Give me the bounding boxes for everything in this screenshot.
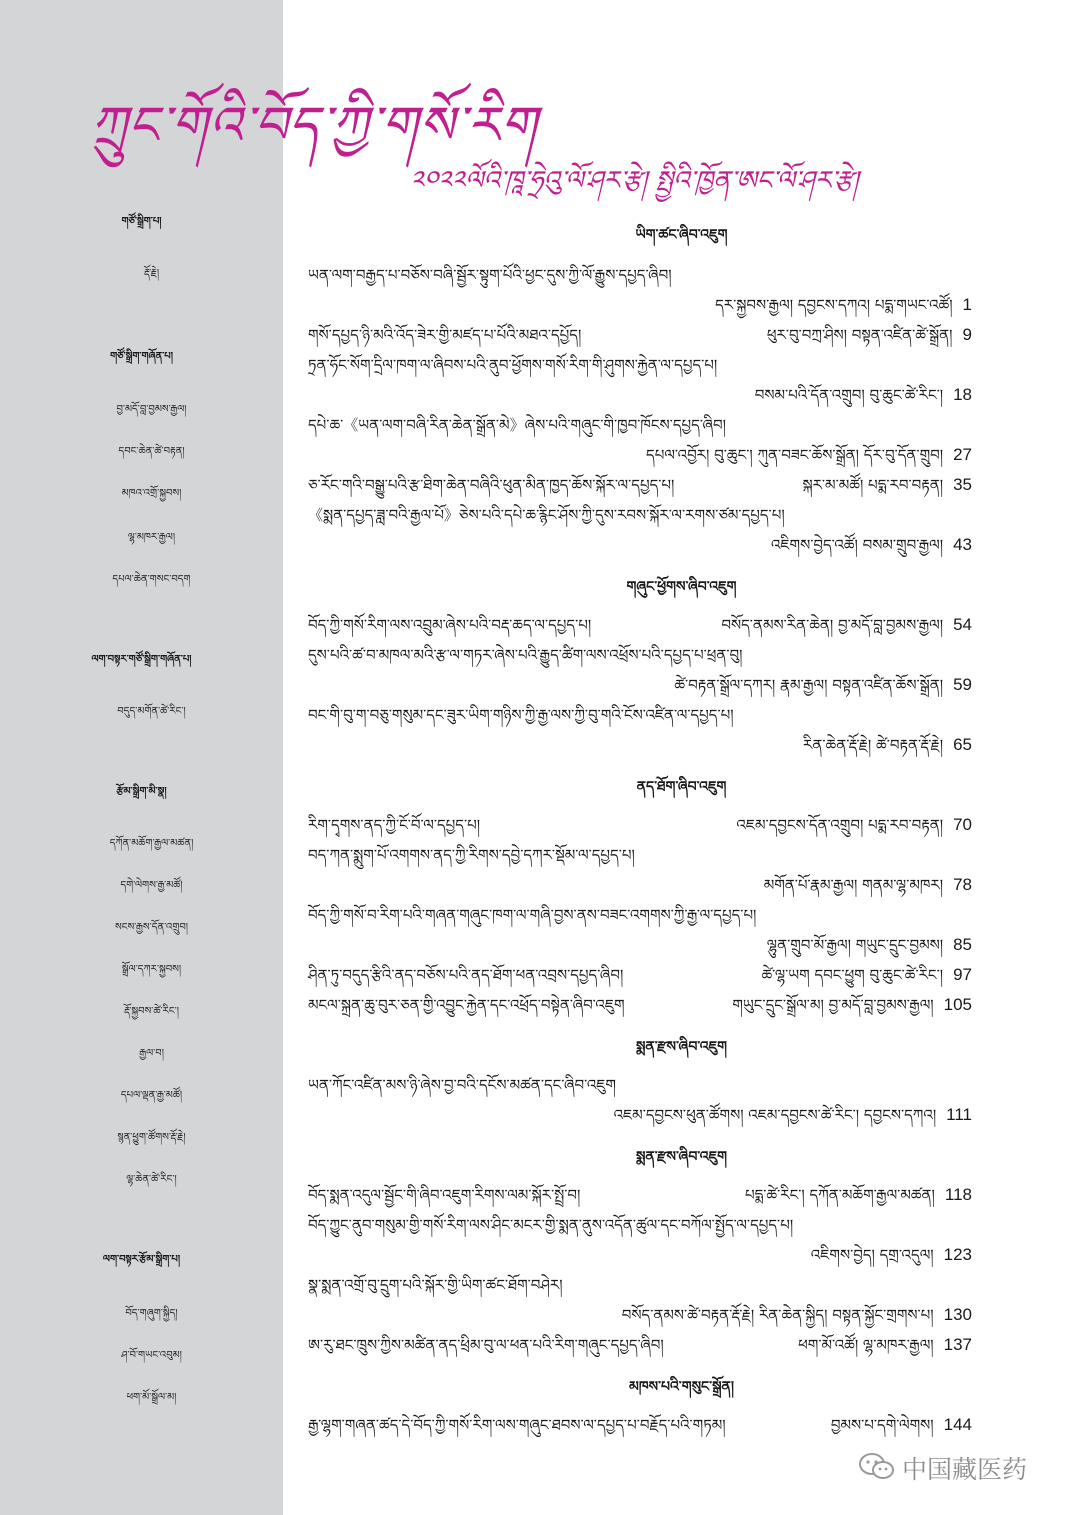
toc-entry-authors: འཇིགས་བྱེད། དགྲ་འདུལ། bbox=[810, 1246, 934, 1264]
toc-entry-page: 35 bbox=[953, 475, 972, 494]
toc-entry bbox=[308, 1206, 972, 1236]
toc-entry bbox=[308, 436, 972, 466]
toc-entry-title: ཨ་རུ་ཐང་ཁྲུས་ཀྱིས་མཚིན་ནད་ཕྲིམ་བུ་ལ་ཕན་པའི་རིག་གཞུང་དཔྱད་ཞིབ། bbox=[308, 1336, 664, 1354]
toc-entry-authors: ཕག་མོ་འཚོ། ལྷ་མཁར་རྒྱལ། bbox=[798, 1336, 934, 1354]
toc-entry bbox=[308, 1176, 972, 1206]
toc-entry-page: 130 bbox=[943, 1305, 972, 1324]
sidebar-name: ཤ་བོ་གཡང་འབུམ། bbox=[121, 1350, 182, 1361]
toc-entry-page: 18 bbox=[953, 385, 972, 404]
sidebar-name: དཔལ་ཆེན་གསང་བདག bbox=[112, 574, 191, 585]
toc-entry bbox=[308, 1266, 972, 1296]
toc-entry-authors: རིན་ཆེན་རྡོ་རྗེ། ཚེ་བརྟན་རྡོ་རྗེ། bbox=[803, 736, 944, 754]
sidebar-name: མཁའ་འགྲོ་སྐྱབས། bbox=[121, 488, 182, 499]
toc-category-heading: གཞུང་ཕྱོགས་ཞིབ་འཇུག bbox=[626, 579, 737, 595]
sidebar-name: རྡོ་རྗེ། bbox=[143, 268, 160, 279]
sidebar-section-title: གཙོ་སྒྲིག་གཞོན་པ། bbox=[110, 351, 173, 362]
toc-entry-authors: བསོད་ནམས་ཚེ་བརྟན་རྡོ་རྗེ། རིན་ཆེན་སྐྱིད། བསྟན་སྐྱོང་གྲགས་པ། bbox=[621, 1306, 934, 1324]
toc-entry-authors: པདྨ་ཚེ་རིང་། དཀོན་མཆོག་རྒྱལ་མཚན། bbox=[744, 1186, 935, 1204]
toc-entry-page: 27 bbox=[953, 445, 972, 464]
toc-entry-title: ཅ་རོང་གའི་བསྒྱུ་པའི་རྩ་ཐིག་ཆེན་བཞིའི་ཕུན་མིན་ཁྱད་ཆོས་སྐོར་ལ་དཔྱད་པ། bbox=[308, 476, 675, 494]
toc-category-heading: ནད་ཐོག་ཞིབ་འཇུག bbox=[636, 779, 727, 795]
sidebar-section-title: རྩོམ་སྒྲིག་མི་སྣ། bbox=[116, 786, 167, 797]
toc-entry-title: ཤིན་ཏུ་བདུད་རྩིའི་ནད་བཅོས་པའི་ནད་ཐོག་ཕན་འབྲས་དཔྱད་ཞིབ། bbox=[308, 966, 624, 984]
sidebar-section-title: ལག་བསྟར་རྩོམ་སྒྲིག་པ། bbox=[102, 1254, 181, 1265]
toc-entry-title: བོད་ཀྱུང་ནུབ་གསུམ་གྱི་གསོ་རིག་ལས་ཤིང་མངར་གྱི་སྨན་ནུས་འདོན་ཚུལ་དང་བཀོལ་སྤྱོད་ལ་དཔྱད་པ། bbox=[308, 1216, 794, 1234]
sidebar-name: ལྷ་ཆེན་ཚེ་རིང་། bbox=[126, 1174, 177, 1185]
sidebar-name: བྱ་མདོ་བླ་བྱམས་རྒྱལ། bbox=[116, 404, 187, 415]
editorial-sidebar bbox=[0, 0, 283, 1515]
toc-entry bbox=[308, 926, 972, 956]
toc-entry-title: གསོ་དཔྱད་ཉི་མའི་འོད་ཟེར་གྱི་མཛད་པ་པོའི་མཐའ་དཔྱོད། bbox=[308, 326, 582, 344]
toc-entry bbox=[308, 1406, 972, 1436]
toc-entry bbox=[308, 896, 972, 926]
toc-entry-authors: བསམ་པའི་དོན་འགྲུབ། བུ་ཆུང་ཚེ་རིང་། bbox=[754, 386, 944, 404]
toc-entry-title: བང་གི་བུ་ག་བཅུ་གསུམ་དང་ཟུར་ཡིག་གཉིས་ཀྱི་རྒྱ་ལས་ཀྱི་བུ་གའི་ངོས་འཛིན་ལ་དཔྱད་པ། bbox=[308, 706, 734, 724]
toc-entry bbox=[308, 986, 972, 1016]
toc-category-heading: མཁས་པའི་གསུང་སྒྲོན། bbox=[629, 1379, 734, 1395]
toc-entry-authors: ཕུར་བུ་བཀྲ་ཤིས། བསྟན་འཛིན་ཚེ་སྒྲོན། bbox=[766, 326, 953, 344]
toc-entry bbox=[308, 726, 972, 756]
sidebar-name: ལྷ་མཁར་རྒྱལ། bbox=[127, 532, 176, 543]
toc-entry-authors: ཚེ་ལྷ་ཡག དབང་ཕྱུག བུ་ཆུང་ཚེ་རིང་། bbox=[761, 966, 944, 984]
toc-entry-page: 85 bbox=[953, 935, 972, 954]
toc-entry-authors: དཔལ་འབྱོར། བུ་ཆུང་། ཀུན་བཟང་ཆོས་སྒྲོན། དོར་བུ་དོན་གྲུབ། bbox=[646, 446, 944, 464]
toc-category-heading: སྨན་རྫས་ཞིབ་འཇུག bbox=[635, 1039, 728, 1055]
toc-entry-authors: གཡུང་དྲུང་སྒྲོལ་མ། བྱ་མདོ་བླ་བྱམས་རྒྱལ། bbox=[732, 996, 934, 1014]
toc-entry-authors: བྱམས་པ་དགེ་ལེགས། bbox=[830, 1416, 934, 1434]
wechat-icon bbox=[858, 1452, 896, 1482]
toc-entry-page: 105 bbox=[943, 995, 972, 1014]
toc-entry bbox=[308, 256, 972, 286]
toc-entry bbox=[308, 526, 972, 556]
toc-entry bbox=[308, 696, 972, 726]
toc-entry bbox=[308, 496, 972, 526]
toc-entry bbox=[308, 346, 972, 376]
toc-entry-title: ཡན་ཀོང་འཛིན་མས་ཉི་ཞེས་བྱ་བའི་དངོས་མཚན་དང་ཞིབ་འཇུག bbox=[308, 1076, 616, 1094]
sidebar-name: ཕག་མོ་སྒྲོལ་མ། bbox=[126, 1392, 177, 1403]
toc-entry bbox=[308, 1296, 972, 1326]
toc-entry-title: བད་ཀན་སྨུག་པོ་འགགས་ནད་ཀྱི་རིགས་དབྱེ་དཀར་སྡོམ་ལ་དཔྱད་པ། bbox=[308, 846, 635, 864]
sidebar-name: རྒྱལ་བ། bbox=[139, 1048, 164, 1059]
toc-entry-authors: ལྷུན་གྲུབ་མོ་རྒྱལ། གཡུང་དྲུང་བྱམས། bbox=[766, 936, 944, 954]
toc-entry-title: དཔེ་ཆ་《ཡན་ལག་བཞི་རིན་ཆེན་སྒྲོན་མེ》ཞེས་པའི་གཞུང་གི་ཁྱབ་ཁོངས་དཔྱད་ཞིབ། bbox=[308, 416, 726, 434]
toc-entry-page: 137 bbox=[943, 1335, 972, 1354]
toc-entry bbox=[308, 866, 972, 896]
toc-entry-title: བོད་ཀྱི་གསོ་རིག་ལས་འབྲུམ་ཞེས་པའི་བརྡ་ཆད་ལ་དཔྱད་པ། bbox=[308, 616, 592, 634]
toc-entry-page: 54 bbox=[953, 615, 972, 634]
toc-entry-page: 1 bbox=[962, 295, 972, 314]
toc-entry-page: 65 bbox=[953, 735, 972, 754]
toc-entry-title: རྒྱ་ལྷག་གཞན་ཚད་དེ་བོད་ཀྱི་གསོ་རིག་ལས་གཞུང་ཐབས་ལ་དཔྱད་པ་བརྗོད་པའི་གཏམ། bbox=[308, 1416, 726, 1434]
toc-entry-title: 《སྨན་དཔྱད་ཟླ་བའི་རྒྱལ་པོ》ཅེས་པའི་དཔེ་ཆ་རྙིང་ཤོས་ཀྱི་དུས་རབས་སྐོར་ལ་རགས་ཙམ་དཔྱད་པ། bbox=[308, 506, 785, 524]
toc-entry-authors: མགོན་པོ་རྣམ་རྒྱལ། གནམ་ལྷ་མཁར། bbox=[763, 876, 944, 894]
toc-entry-page: 43 bbox=[953, 535, 972, 554]
toc-entry-page: 123 bbox=[943, 1245, 972, 1264]
sidebar-section-title: གཙོ་སྒྲིག་པ། bbox=[121, 216, 162, 227]
toc-entry-title: བོད་ཀྱི་གསོ་བ་རིག་པའི་གཞན་གཞུང་ཁག་ལ་གཞི་བྱས་ནས་བཟང་འགགས་ཀྱི་རྒྱ་ལ་དཔྱད་པ། bbox=[308, 906, 757, 924]
toc-entry bbox=[308, 286, 972, 316]
toc-entry-title: དུས་པའི་ཚ་བ་མཁལ་མའི་རྩ་ལ་གཏར་ཞེས་པའི་རྒྱུད་ཚིག་ལས་འཕྲོས་པའི་དཔྱད་པ་ཕྲན་བུ། bbox=[308, 646, 743, 664]
toc-entry-page: 9 bbox=[962, 325, 972, 344]
sidebar-name: རྡོ་སྐྱབས་ཚེ་རིང་། bbox=[124, 1006, 179, 1017]
toc-entry-title: ཡན་ལག་བརྒྱད་པ་བཅོས་བཞི་སྦྱོར་སྟུག་པོའི་ཕྱང་དུས་ཀྱི་ལོ་རྒྱུས་དཔྱད་ཞིབ། bbox=[308, 266, 672, 284]
toc-entry bbox=[308, 1236, 972, 1266]
sidebar-name: བོད་གཞུག་སྐྱིད། bbox=[125, 1308, 178, 1319]
toc-entry bbox=[308, 1326, 972, 1356]
toc-entry-title: རིག་དྭགས་ནད་ཀྱི་ངོ་བོ་ལ་དཔྱད་པ། bbox=[308, 816, 481, 834]
toc-entry-authors: འཇིགས་བྱེད་འཚོ། བསམ་གྲུབ་རྒྱལ། bbox=[770, 536, 944, 554]
toc-entry-page: 70 bbox=[953, 815, 972, 834]
toc-entry bbox=[308, 466, 972, 496]
sidebar-name: སྒྲོལ་དཀར་སྐྱབས། bbox=[121, 964, 182, 975]
toc-entry-page: 97 bbox=[953, 965, 972, 984]
toc-entry-authors: དར་སྐྱབས་རྒྱལ། དབྱངས་དཀའ། པདྨ་གཡང་འཚོ། bbox=[715, 296, 953, 314]
sidebar-section-title: ལག་བསྟར་གཙོ་སྒྲིག་གཞོན་པ། bbox=[91, 654, 192, 665]
toc-entry-authors: སྐར་མ་མཚོ། པདྨ་རབ་བརྟན། bbox=[802, 476, 944, 494]
journal-masthead: ཀྲུང་གོའི་བོད་ཀྱི་གསོ་རིག bbox=[90, 96, 538, 156]
issue-line: ༢༠༢༢ལོའི་ཁཱ་ཧྲེའུ་ལོ་ཤར་རྩེ། སྤྱིའི་ཁྱོན་ཨང་ལོ་ཤར་རྩེ། bbox=[410, 166, 859, 196]
toc-entry-page: 78 bbox=[953, 875, 972, 894]
sidebar-name: དཀོན་མཆོག་རྒྱལ་མཚན། bbox=[109, 838, 194, 849]
toc-entry bbox=[308, 806, 972, 836]
sidebar-name: སངས་རྒྱས་དོན་འགྲུབ། bbox=[115, 922, 188, 933]
toc-entry bbox=[308, 1066, 972, 1096]
toc-entry-authors: འཇམ་དབྱངས་དོན་འགྲུབ། པདྨ་རབ་བརྟན། bbox=[736, 816, 944, 834]
toc-entry bbox=[308, 406, 972, 436]
toc-entry-authors: ཚེ་བརྟན་སྒྲོལ་དཀར། རྣམ་རྒྱལ། བསྟན་འཛིན་ཆོས་སྒྲོན། bbox=[674, 676, 944, 694]
toc-entry-authors: བསོད་ནམས་རིན་ཆེན། བྱ་མདོ་བླ་བྱམས་རྒྱལ། bbox=[721, 616, 944, 634]
toc-entry bbox=[308, 1096, 972, 1126]
toc-entry bbox=[308, 606, 972, 636]
toc-entry-authors: འཇམ་དབྱངས་ཕུན་ཚོགས། འཇམ་དབྱངས་ཚེ་རིང་། དབྱངས་དཀའ། bbox=[613, 1106, 937, 1124]
watermark-text: 中国藏医药 bbox=[902, 1455, 1028, 1484]
toc-entry bbox=[308, 666, 972, 696]
sidebar-name: བདུད་མགོན་ཚེ་རིང་། bbox=[117, 706, 186, 717]
toc-entry-title: མངལ་སྐྲན་ཆུ་བུར་ཅན་གྱི་འབྱུང་རྐྱེན་དང་འཕྲོད་བསྟེན་ཞིབ་འཇུག bbox=[308, 996, 625, 1014]
toc-entry bbox=[308, 316, 972, 346]
toc-entry bbox=[308, 956, 972, 986]
toc-entry-title: ཏྲན་ཧོང་སོག་དྲིལ་ཁག་ལ་ཞིབས་པའི་ནུབ་ཕྱོགས་གསོ་རིག་གི་ཤུགས་རྐྱེན་ལ་དཔྱད་པ། bbox=[308, 356, 718, 374]
toc-entry-page: 144 bbox=[943, 1415, 972, 1434]
toc-category-heading: སྨན་རྫས་ཞིབ་འཇུག bbox=[635, 1149, 728, 1165]
toc-category-heading: ཡིག་ཚང་ཞིབ་འཇུག bbox=[635, 227, 728, 243]
toc-entry bbox=[308, 376, 972, 406]
sidebar-name: དཔལ་ལྡན་རྒྱ་མཚོ། bbox=[120, 1090, 183, 1101]
toc-entry-page: 59 bbox=[953, 675, 972, 694]
toc-entry bbox=[308, 636, 972, 666]
toc-entry bbox=[308, 836, 972, 866]
toc-entry-page: 111 bbox=[946, 1105, 972, 1124]
toc-entry-title: བོད་སྨན་འདུལ་སྦྱོང་གི་ཞིབ་འཇུག་རིགས་ལམ་སྐོར་སྤྲོ་བ། bbox=[308, 1186, 581, 1204]
sidebar-name: དགེ་ལེགས་རྒྱ་མཚོ། bbox=[120, 880, 183, 891]
toc-entry-page: 118 bbox=[944, 1185, 972, 1204]
sidebar-name: སྙན་ཕྱུག་ཚོགས་རྡོ་རྗེ། bbox=[117, 1132, 186, 1143]
sidebar-name: དབང་ཆེན་ཚེ་བརྟན། bbox=[118, 446, 185, 457]
toc-entry-title: སྣ་སྨན་འགྲོ་བུ་དྲུག་པའི་སྐོར་གྱི་ཡིག་ཚང་ཐོག་བཤེར། bbox=[308, 1276, 563, 1294]
